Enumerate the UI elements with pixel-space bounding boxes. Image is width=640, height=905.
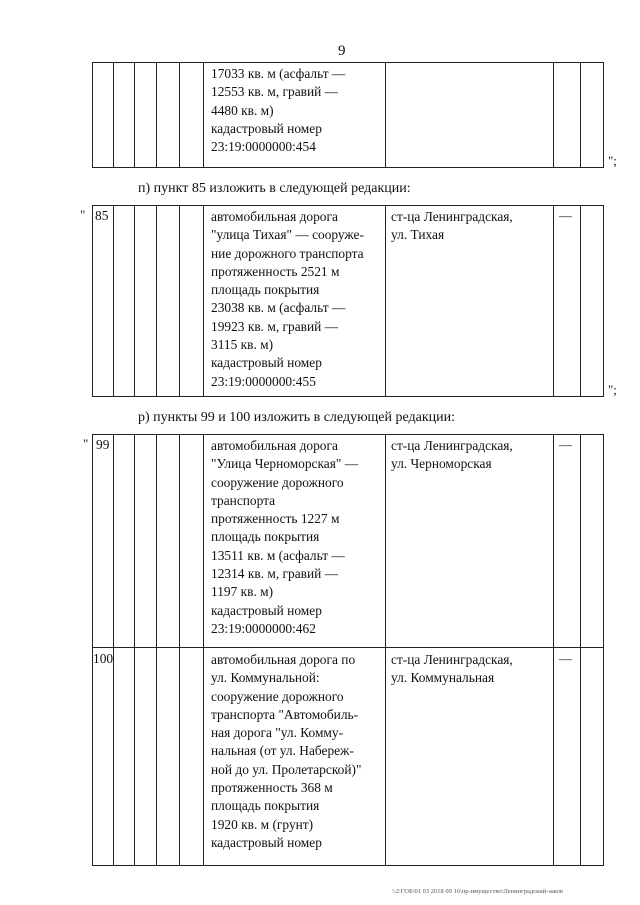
item-dash: — — [559, 651, 572, 666]
item-number: 85 — [95, 208, 109, 223]
opening-quote: " — [83, 436, 89, 451]
item-location: ст-ца Ленинградская, ул. Черноморская — [391, 438, 513, 472]
item-location: ст-ца Ленинградская, ул. Тихая — [391, 209, 513, 243]
item-dash: — — [559, 208, 572, 223]
opening-quote: " — [80, 207, 86, 222]
table-continuation — [92, 62, 604, 168]
item-dash: — — [559, 437, 572, 452]
closing-quote: "; — [608, 382, 617, 397]
paragraph-p: п) пункт 85 изложить в следующей редакции: — [138, 181, 411, 196]
footer-path: \\2:ГОБ\01 03 2018 09 16\пр-имущество\Ленинградский-заков — [392, 888, 563, 895]
item-description: автомобильная дорога по ул. Коммунальной: сооружение дорожного транспорта "Автомобиль- ная дорога "ул. Комму- нальная (от ул. Набереж- ной до ул. Пролетарской)" протяженность 368 м площадь покрытия 1920 кв. м (грунт) кадастровый номер — [211, 652, 362, 850]
item-description: 17033 кв. м (асфальт — 12553 кв. м, гравий — 4480 кв. м) кадастровый номер 23:19:0000000:454 — [211, 66, 346, 155]
item-location: ст-ца Ленинградская, ул. Коммунальная — [391, 652, 513, 686]
table-item-85 — [92, 205, 604, 397]
page-number: 9 — [338, 43, 346, 59]
item-description: автомобильная дорога "Улица Черноморская" — сооружение дорожного транспорта протяженность 1227 м площадь покрытия 13511 кв. м (асфальт — 12314 кв. м, гравий — 1197 кв. м) кадастровый номер 23:19:0000000:462 — [211, 438, 359, 636]
paragraph-r: р) пункты 99 и 100 изложить в следующей редакции: — [138, 410, 456, 425]
closing-quote: "; — [608, 153, 617, 168]
item-description: автомобильная дорога "улица Тихая" — сооруже- ние дорожного транспорта протяженность 2521 м площадь покрытия 23038 кв. м (асфальт — 19923 кв. м, гравий — 3115 кв. м) кадастровый номер 23:19:0000000:455 — [211, 209, 364, 389]
item-number: 100 — [93, 651, 114, 666]
table-items-99-100 — [92, 434, 604, 866]
item-number: 99 — [96, 437, 110, 452]
